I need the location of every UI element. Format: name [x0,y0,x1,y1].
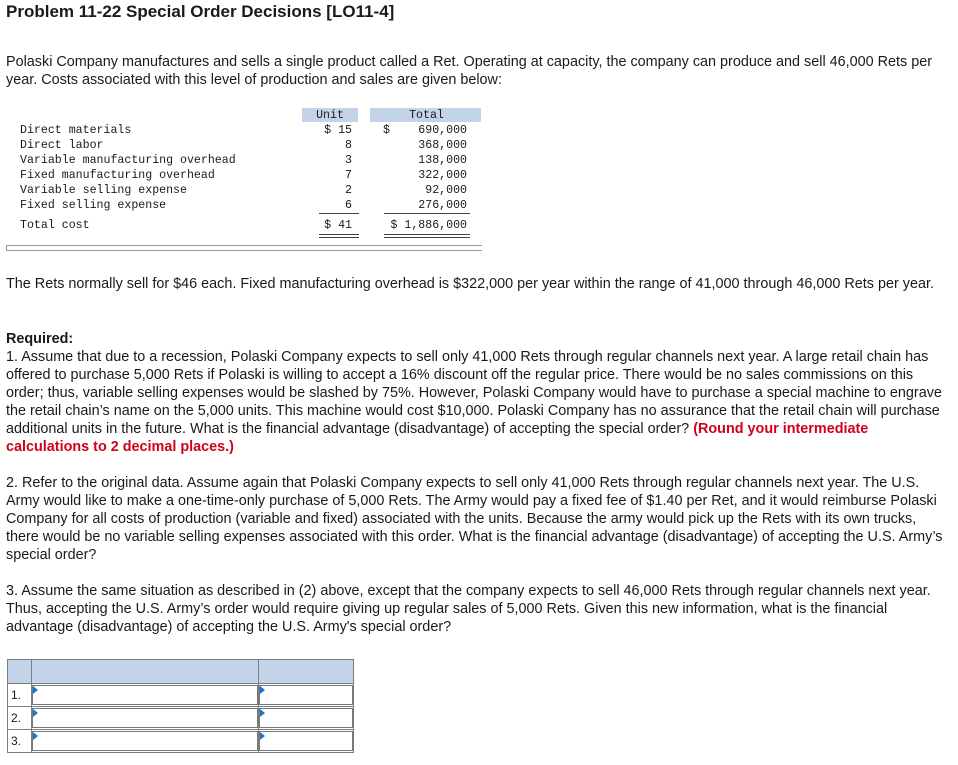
cost-row-label: Variable manufacturing overhead [20,154,236,167]
answer-3-a-input[interactable] [32,731,258,751]
input-marker-icon [260,732,265,740]
answer-cell-b[interactable] [259,730,354,753]
answer-table [7,659,354,753]
cost-row-unit: 8 [345,139,352,152]
answer-1-b-input[interactable] [259,685,353,705]
cost-row-label: Fixed manufacturing overhead [20,169,215,182]
input-marker-icon [33,686,38,694]
answer-1-a-input[interactable] [32,685,258,705]
input-marker-icon [33,709,38,717]
cost-row-label: Direct materials [20,124,132,137]
unit-subtotal-line [319,213,359,214]
answer-header-blank [8,660,32,684]
cost-row-unit: $ 15 [324,124,352,137]
answer-cell-b[interactable] [259,684,354,707]
answer-row-number: 2. [8,707,32,730]
answer-row [8,684,354,707]
answer-2-a-input[interactable] [32,708,258,728]
total-double-line-top [384,234,470,235]
input-marker-icon [260,686,265,694]
table-bottom-rule [6,245,482,251]
question-3: 3. Assume the same situation as described in (2) above, except that the company expects to sell 46,000 Rets through regular channels next year. Thus, accepting the U.S. Army’s order would require giving up regular sales of 5,000 Rets. Given this new information, what is the financial advantage (disadvantage) of accepting the U.S. Army's special order? [6,583,931,635]
cost-row-label: Variable selling expense [20,184,187,197]
question-2: 2. Refer to the original data. Assume again that Polaski Company expects to sell only 41,000 Rets through regular channels next year. The U.S. Army would like to make a one-time-only purchase of 5,000 Rets. The Army would pay a fixed fee of $1.40 per Ret, and it would reimburse Polaski Company for all costs of production (variable and fixed) associated with the units. Because the army would pick up the Rets with its own trucks, there would be no variable selling expenses associated with this order. What is the financial advantage (disadvantage) of accepting the U.S. Army’s special order? [6,475,943,563]
cost-row-unit: 3 [345,154,352,167]
required-heading: Required: [6,331,74,347]
cost-row-unit: 7 [345,169,352,182]
answer-row-number: 1. [8,684,32,707]
total-cost-total: $ 1,886,000 [390,219,467,232]
cost-row-total: 138,000 [418,154,467,167]
cost-row-total: 690,000 [418,124,467,137]
answer-cell-b[interactable] [259,707,354,730]
total-double-line-bottom [384,237,470,238]
answer-cell-a[interactable] [32,707,259,730]
answer-cell-a[interactable] [32,684,259,707]
page-title: Problem 11-22 Special Order Decisions [LO11-4] [6,2,395,21]
cost-table [6,108,481,248]
cost-row-total: 276,000 [418,199,467,212]
answer-row [8,707,354,730]
total-header: Total [409,109,444,122]
cost-row-total: 368,000 [418,139,467,152]
total-cost-label: Total cost [20,219,90,232]
cost-row-unit: 6 [345,199,352,212]
cost-row-total: 92,000 [425,184,467,197]
question-1 [6,348,951,456]
unit-header: Unit [316,109,344,122]
answer-cell-a[interactable] [32,730,259,753]
question-1-text: 1. Assume that due to a recession, Polaski Company expects to sell only 41,000 Rets through regular channels next year. A large retail chain has offered to purchase 5,000 Rets if Polaski is willing to accept a 16% discount off the regular price. There would be no sales commissions on this order; thus, variable selling expenses would be slashed by 75%. However, Polaski Company would have to purchase a special machine to engrave the retail chain’s name on the 5,000 units. This machine would cost $10,000. Polaski Company has no assurance that the retail chain will purchase additional units in the future. What is the financial advantage (disadvantage) of accepting the special order? [6,349,942,437]
input-marker-icon [260,709,265,717]
total-subtotal-line [384,213,470,214]
answer-header-row [8,660,354,684]
cost-row-dollar: $ [383,124,390,137]
unit-double-line-bottom [319,237,359,238]
answer-header-col-a [32,660,259,684]
answer-row-number: 3. [8,730,32,753]
answer-3-b-input[interactable] [259,731,353,751]
answer-2-b-input[interactable] [259,708,353,728]
total-cost-unit: $ 41 [324,219,352,232]
cost-row-label: Fixed selling expense [20,199,167,212]
intro-paragraph: Polaski Company manufactures and sells a single product called a Ret. Operating at capacity, the company can produce and sell 46,000 Rets per year. Costs associated with this level of production and sales are given below: [6,54,933,88]
answer-header-col-b [259,660,354,684]
rounding-note: (Round your intermediate calculations to 2 decimal places.) [6,421,869,455]
answer-row [8,730,354,753]
cost-row-total: 322,000 [418,169,467,182]
normal-sales-paragraph: The Rets normally sell for $46 each. Fixed manufacturing overhead is $322,000 per year within the range of 41,000 through 46,000 Rets per year. [6,276,934,292]
cost-row-label: Direct labor [20,139,104,152]
input-marker-icon [33,732,38,740]
unit-double-line-top [319,234,359,235]
cost-row-unit: 2 [345,184,352,197]
